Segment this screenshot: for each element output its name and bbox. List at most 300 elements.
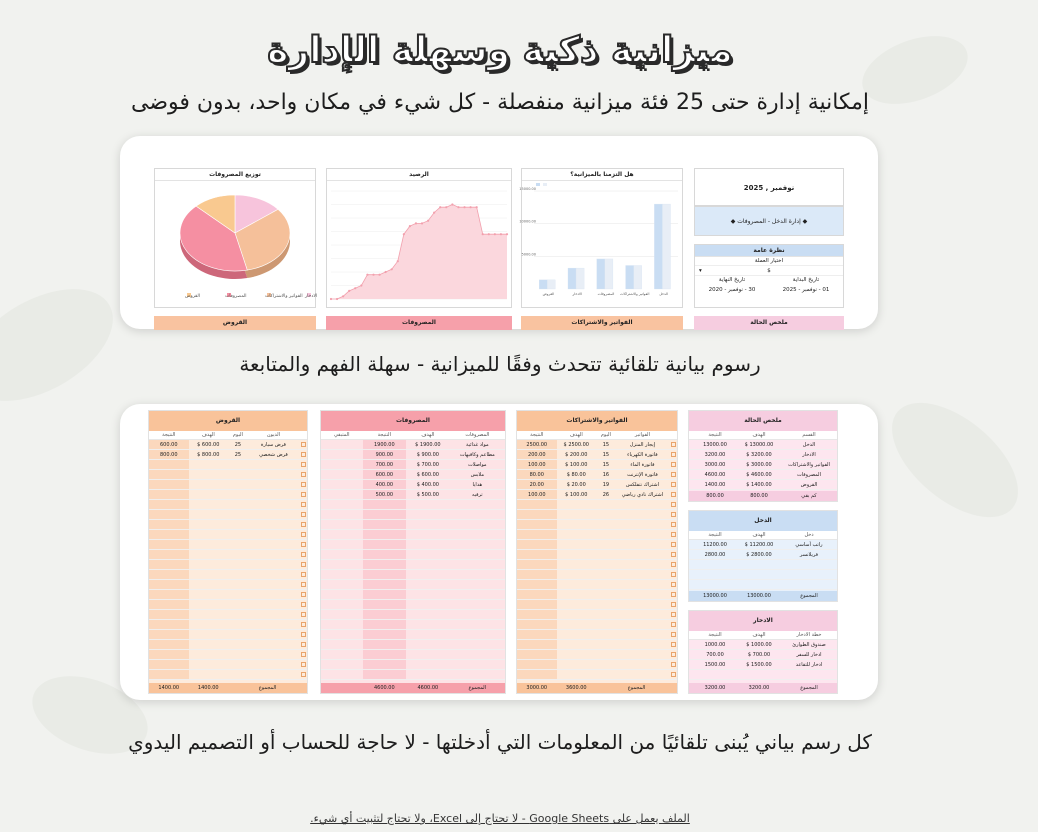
table-row[interactable] bbox=[517, 520, 677, 530]
table-row[interactable] bbox=[321, 540, 505, 550]
page-subtitle: إمكانية إدارة حتى 25 فئة ميزانية منفصلة - كل شيء في مكان واحد، بدون فوضى bbox=[130, 90, 870, 115]
day-cell: 26 bbox=[602, 492, 610, 498]
result-cell bbox=[149, 620, 189, 629]
checkbox[interactable] bbox=[301, 592, 306, 597]
status-header-label: ملخص الحالة bbox=[750, 319, 788, 326]
checkbox-cell bbox=[669, 510, 677, 519]
checkbox[interactable] bbox=[301, 632, 306, 637]
result-cell: 200.00 bbox=[517, 450, 557, 459]
background-leaf bbox=[872, 381, 1038, 539]
debt-name-cell bbox=[248, 490, 299, 499]
bill-name-cell: فاتورة الماء bbox=[630, 462, 655, 468]
checkbox[interactable] bbox=[671, 562, 676, 567]
table-row[interactable] bbox=[689, 440, 837, 450]
checkbox-cell bbox=[299, 610, 307, 619]
checkbox[interactable] bbox=[301, 652, 306, 657]
checkbox[interactable] bbox=[301, 602, 306, 607]
bills-header-strip bbox=[521, 316, 683, 330]
table-row[interactable] bbox=[517, 570, 677, 580]
table-row[interactable] bbox=[149, 500, 307, 510]
table-row[interactable] bbox=[149, 450, 307, 460]
data-point bbox=[360, 284, 362, 286]
start-date-value[interactable]: 01 - نوفمبر - 2025 bbox=[782, 287, 830, 293]
result-cell bbox=[363, 580, 407, 589]
table-row[interactable] bbox=[149, 590, 307, 600]
goal-cell: 1000.00 $ bbox=[746, 642, 772, 648]
table-row[interactable] bbox=[321, 630, 505, 640]
bill-name-cell: اشتراك نادي رياضي bbox=[621, 492, 664, 498]
checkbox-cell bbox=[669, 440, 677, 449]
expenses-total-goal: 4600.00 bbox=[417, 685, 439, 691]
checkbox[interactable] bbox=[301, 472, 306, 477]
checkbox-cell bbox=[299, 640, 307, 649]
bills-total-result: 3000.00 bbox=[526, 685, 548, 691]
checkbox[interactable] bbox=[301, 542, 306, 547]
checkbox[interactable] bbox=[301, 612, 306, 617]
result-cell bbox=[363, 610, 407, 619]
day-cell bbox=[596, 620, 616, 629]
checkbox[interactable] bbox=[671, 502, 676, 507]
bill-name-cell bbox=[616, 500, 669, 509]
bar-chart bbox=[519, 181, 682, 307]
table-row[interactable] bbox=[321, 570, 505, 580]
data-point bbox=[421, 222, 423, 224]
goal-cell bbox=[189, 670, 229, 679]
goal-cell bbox=[557, 610, 597, 619]
table-row[interactable] bbox=[321, 670, 505, 680]
checkbox[interactable] bbox=[671, 482, 676, 487]
table-row[interactable] bbox=[689, 670, 837, 680]
checkbox[interactable] bbox=[671, 592, 676, 597]
budget-commitment-panel bbox=[521, 168, 683, 308]
goal-cell bbox=[189, 620, 229, 629]
checkbox[interactable] bbox=[671, 672, 676, 677]
checkbox-cell bbox=[299, 550, 307, 559]
loans-header-strip bbox=[154, 316, 316, 330]
checkbox-cell bbox=[669, 500, 677, 509]
result-cell bbox=[149, 470, 189, 479]
col-header: الفواتير bbox=[634, 432, 650, 438]
checkbox-cell bbox=[669, 560, 677, 569]
day-cell bbox=[228, 650, 248, 659]
checkbox[interactable] bbox=[671, 492, 676, 497]
result-cell bbox=[517, 630, 557, 639]
checkbox-cell bbox=[669, 540, 677, 549]
x-tick-label: الفواتير والاشتراكات bbox=[620, 292, 650, 296]
checkbox[interactable] bbox=[671, 652, 676, 657]
goal-cell bbox=[406, 610, 450, 619]
goal-cell bbox=[557, 600, 597, 609]
table-row[interactable] bbox=[689, 640, 837, 650]
table-row[interactable] bbox=[321, 550, 505, 560]
table-row[interactable] bbox=[517, 540, 677, 550]
legend-swatch bbox=[543, 183, 547, 186]
goal-cell bbox=[189, 590, 229, 599]
table-row[interactable] bbox=[517, 510, 677, 520]
table-row[interactable] bbox=[321, 660, 505, 670]
checkbox[interactable] bbox=[301, 552, 306, 557]
table-row[interactable] bbox=[517, 660, 677, 670]
table-row[interactable] bbox=[689, 650, 837, 660]
result-cell: 80.00 bbox=[517, 470, 557, 479]
result-cell bbox=[149, 610, 189, 619]
table-row[interactable] bbox=[149, 580, 307, 590]
checkbox-cell bbox=[669, 470, 677, 479]
table-row[interactable] bbox=[689, 470, 837, 480]
day-cell: 25 bbox=[234, 442, 242, 448]
table-row[interactable] bbox=[689, 460, 837, 470]
table-row[interactable] bbox=[149, 650, 307, 660]
table-row[interactable] bbox=[149, 610, 307, 620]
table-row[interactable] bbox=[321, 500, 505, 510]
debt-name-cell bbox=[248, 480, 299, 489]
status-summary-table bbox=[688, 410, 838, 502]
result-cell bbox=[517, 660, 557, 669]
table-row[interactable] bbox=[517, 650, 677, 660]
currency-select[interactable] bbox=[695, 266, 843, 276]
table-row[interactable] bbox=[149, 530, 307, 540]
checkbox[interactable] bbox=[671, 632, 676, 637]
col-header: الهدف bbox=[569, 432, 583, 438]
table-row[interactable] bbox=[517, 550, 677, 560]
remaining-cell bbox=[321, 530, 363, 539]
table-row[interactable] bbox=[149, 620, 307, 630]
checkbox[interactable] bbox=[301, 462, 306, 467]
remaining-cell bbox=[321, 600, 363, 609]
legend-label: الادخار bbox=[305, 294, 318, 299]
end-date-label: تاريخ النهاية bbox=[718, 277, 746, 283]
table-row[interactable] bbox=[517, 470, 677, 480]
debt-name-cell bbox=[248, 460, 299, 469]
goal-cell bbox=[189, 600, 229, 609]
table-row[interactable] bbox=[321, 490, 505, 500]
checkbox[interactable] bbox=[301, 582, 306, 587]
result-cell bbox=[363, 560, 407, 569]
table-row[interactable] bbox=[321, 530, 505, 540]
checkbox[interactable] bbox=[671, 552, 676, 557]
table-row[interactable] bbox=[517, 460, 677, 470]
status-total-result: 800.00 bbox=[706, 493, 724, 499]
goal-cell bbox=[406, 620, 450, 629]
table-row[interactable] bbox=[149, 640, 307, 650]
table-row[interactable] bbox=[321, 600, 505, 610]
goal-cell bbox=[737, 570, 781, 579]
checkbox[interactable] bbox=[671, 602, 676, 607]
table-row[interactable] bbox=[321, 470, 505, 480]
area-chart-title: الرصيد bbox=[327, 169, 511, 181]
table-row[interactable] bbox=[689, 560, 837, 570]
goal-cell bbox=[189, 560, 229, 569]
data-point bbox=[457, 206, 459, 208]
table-row[interactable] bbox=[321, 650, 505, 660]
table-row[interactable] bbox=[149, 670, 307, 680]
goal-cell bbox=[189, 490, 229, 499]
checkbox[interactable] bbox=[671, 662, 676, 667]
goal-cell: 4600.00 $ bbox=[746, 472, 772, 478]
legend-label: المصروفات bbox=[225, 294, 247, 299]
table-row[interactable] bbox=[149, 550, 307, 560]
charts-caption: رسوم بيانية تلقائية تتحدث وفقًا للميزانية - سهلة الفهم والمتابعة bbox=[239, 352, 761, 376]
table-row[interactable] bbox=[689, 540, 837, 550]
table-row[interactable] bbox=[517, 600, 677, 610]
table-row[interactable] bbox=[321, 450, 505, 460]
debt-name-cell: قرض سيارة bbox=[260, 442, 286, 448]
expense-name-cell bbox=[450, 660, 505, 669]
savings-table bbox=[688, 610, 838, 694]
table-row[interactable] bbox=[517, 440, 677, 450]
table-row[interactable] bbox=[689, 450, 837, 460]
table-row[interactable] bbox=[321, 460, 505, 470]
checkbox-cell bbox=[299, 580, 307, 589]
table-row[interactable] bbox=[689, 480, 837, 490]
goal-cell: 80.00 $ bbox=[566, 472, 586, 478]
debt-name-cell bbox=[248, 500, 299, 509]
checkbox[interactable] bbox=[671, 512, 676, 517]
table-row[interactable] bbox=[517, 480, 677, 490]
result-cell: 700.00 bbox=[706, 652, 724, 658]
checkbox[interactable] bbox=[301, 672, 306, 677]
checkbox[interactable] bbox=[671, 532, 676, 537]
checkbox[interactable] bbox=[671, 542, 676, 547]
day-cell bbox=[596, 630, 616, 639]
checkbox[interactable] bbox=[301, 482, 306, 487]
table-row[interactable] bbox=[321, 440, 505, 450]
data-point bbox=[348, 290, 350, 292]
goal-cell bbox=[189, 500, 229, 509]
goal-cell: 3200.00 $ bbox=[746, 452, 772, 458]
table-row[interactable] bbox=[517, 530, 677, 540]
table-row[interactable] bbox=[149, 470, 307, 480]
debt-name-cell bbox=[248, 540, 299, 549]
result-cell bbox=[149, 540, 189, 549]
result-cell bbox=[517, 580, 557, 589]
expense-name-cell bbox=[450, 650, 505, 659]
result-cell: 3200.00 bbox=[704, 452, 726, 458]
bills-table-title: الفواتير والاشتراكات bbox=[517, 411, 677, 431]
table-row[interactable] bbox=[517, 500, 677, 510]
table-row[interactable] bbox=[149, 460, 307, 470]
table-row[interactable] bbox=[321, 620, 505, 630]
bill-name-cell: اشتراك نتفلكس bbox=[625, 482, 660, 488]
savings-total-label: المجموع bbox=[800, 685, 818, 691]
table-row[interactable] bbox=[149, 540, 307, 550]
x-tick-label: الدخل bbox=[659, 292, 668, 296]
data-point bbox=[385, 271, 387, 273]
table-row[interactable] bbox=[321, 610, 505, 620]
checkbox-cell bbox=[299, 530, 307, 539]
table-row[interactable] bbox=[689, 570, 837, 580]
result-cell: 2500.00 bbox=[517, 440, 557, 449]
table-row[interactable] bbox=[149, 660, 307, 670]
day-cell bbox=[596, 590, 616, 599]
remaining-cell bbox=[321, 500, 363, 509]
checkbox-cell bbox=[299, 590, 307, 599]
checkbox-cell bbox=[669, 570, 677, 579]
table-row[interactable] bbox=[149, 480, 307, 490]
checkbox-cell bbox=[299, 510, 307, 519]
result-cell bbox=[517, 610, 557, 619]
checkbox[interactable] bbox=[301, 572, 306, 577]
goal-cell bbox=[189, 650, 229, 659]
checkbox[interactable] bbox=[671, 442, 676, 447]
checkbox[interactable] bbox=[301, 662, 306, 667]
day-cell bbox=[596, 670, 616, 679]
bill-name-cell bbox=[616, 550, 669, 559]
checkbox[interactable] bbox=[671, 472, 676, 477]
table-row[interactable] bbox=[517, 450, 677, 460]
checkbox[interactable] bbox=[301, 642, 306, 647]
checkbox-cell bbox=[299, 670, 307, 679]
table-row[interactable] bbox=[517, 560, 677, 570]
page-title: ميزانية ذكية وسهلة الإدارة bbox=[267, 30, 733, 71]
checkbox[interactable] bbox=[671, 612, 676, 617]
checkbox[interactable] bbox=[671, 622, 676, 627]
bar bbox=[654, 204, 662, 289]
overview-title: نظرة عامة bbox=[695, 245, 843, 257]
table-row[interactable] bbox=[149, 520, 307, 530]
mode-panel[interactable] bbox=[694, 206, 844, 236]
checkbox[interactable] bbox=[301, 502, 306, 507]
checkbox[interactable] bbox=[671, 572, 676, 577]
table-row[interactable] bbox=[321, 560, 505, 570]
table-row[interactable] bbox=[149, 490, 307, 500]
result-cell bbox=[363, 530, 407, 539]
table-row[interactable] bbox=[517, 620, 677, 630]
bill-name-cell: فاتورة الكهرباء bbox=[627, 452, 658, 458]
checkbox[interactable] bbox=[301, 532, 306, 537]
date-label: نوفمبر , 2025 bbox=[743, 184, 795, 192]
table-row[interactable] bbox=[149, 440, 307, 450]
data-point bbox=[391, 268, 393, 270]
table-row[interactable] bbox=[517, 670, 677, 680]
goal-cell: 3000.00 $ bbox=[746, 462, 772, 468]
footer-note[interactable]: الملف يعمل على Google Sheets - لا تحتاج إلى Excel، ولا تحتاج لتثبيت أي شيء. bbox=[310, 812, 690, 825]
expenses-table-title: المصروفات bbox=[321, 411, 505, 431]
data-point bbox=[482, 233, 484, 235]
checkbox[interactable] bbox=[671, 452, 676, 457]
goal-cell: 600.00 $ bbox=[197, 442, 220, 448]
area-chart bbox=[327, 181, 511, 307]
checkbox[interactable] bbox=[301, 442, 306, 447]
goal-cell bbox=[557, 590, 597, 599]
checkbox[interactable] bbox=[301, 492, 306, 497]
checkbox-cell bbox=[669, 530, 677, 539]
data-point bbox=[500, 233, 502, 235]
day-cell: 15 bbox=[602, 442, 610, 448]
goal-cell bbox=[189, 570, 229, 579]
table-row[interactable] bbox=[517, 610, 677, 620]
table-row[interactable] bbox=[149, 510, 307, 520]
table-row[interactable] bbox=[321, 640, 505, 650]
goal-cell bbox=[189, 610, 229, 619]
goal-cell: 2500.00 $ bbox=[563, 442, 589, 448]
table-row[interactable] bbox=[689, 550, 837, 560]
pie-chart-title: توزيع المصروفات bbox=[155, 169, 315, 181]
checkbox-cell bbox=[669, 670, 677, 679]
table-row[interactable] bbox=[321, 580, 505, 590]
table-row[interactable] bbox=[517, 490, 677, 500]
end-date-value[interactable]: 30 - نوفمبر - 2020 bbox=[708, 287, 756, 293]
result-cell: 3000.00 bbox=[704, 462, 726, 468]
table-row[interactable] bbox=[321, 510, 505, 520]
income-total-goal: 13000.00 bbox=[747, 593, 771, 599]
result-cell bbox=[517, 500, 557, 509]
day-cell bbox=[228, 670, 248, 679]
result-cell: 600.00 bbox=[149, 440, 189, 449]
table-row[interactable] bbox=[149, 560, 307, 570]
result-cell bbox=[517, 620, 557, 629]
table-row[interactable] bbox=[517, 630, 677, 640]
result-cell: 600.00 bbox=[363, 470, 407, 479]
table-row[interactable] bbox=[689, 580, 837, 590]
result-cell bbox=[149, 640, 189, 649]
goal-cell bbox=[189, 530, 229, 539]
checkbox-cell bbox=[299, 620, 307, 629]
checkbox[interactable] bbox=[671, 522, 676, 527]
goal-cell bbox=[406, 630, 450, 639]
day-cell bbox=[596, 500, 616, 509]
col-header: الهدف bbox=[201, 432, 215, 438]
checkbox[interactable] bbox=[301, 562, 306, 567]
tables-caption: كل رسم بياني يُبنى تلقائيًا من المعلومات التي أدخلتها - لا حاجة للحساب أو التصميم اليدوي bbox=[128, 730, 872, 754]
checkbox[interactable] bbox=[301, 512, 306, 517]
bill-name-cell bbox=[616, 600, 669, 609]
table-row[interactable] bbox=[321, 590, 505, 600]
table-row[interactable] bbox=[321, 480, 505, 490]
data-point bbox=[336, 298, 338, 300]
table-row[interactable] bbox=[149, 570, 307, 580]
table-row[interactable] bbox=[321, 520, 505, 530]
table-row[interactable] bbox=[517, 640, 677, 650]
result-cell bbox=[149, 520, 189, 529]
expenses-total-label: المجموع bbox=[468, 685, 487, 691]
checkbox-cell bbox=[669, 660, 677, 669]
section-cell: الدخل bbox=[802, 442, 816, 448]
table-row[interactable] bbox=[517, 590, 677, 600]
remaining-cell bbox=[321, 490, 363, 499]
checkbox-cell bbox=[299, 460, 307, 469]
table-row[interactable] bbox=[517, 580, 677, 590]
goal-cell bbox=[406, 520, 450, 529]
bills-total-label: المجموع bbox=[627, 685, 646, 691]
table-row[interactable] bbox=[689, 660, 837, 670]
checkbox-cell bbox=[669, 640, 677, 649]
result-cell bbox=[363, 620, 407, 629]
col-header: دخل bbox=[804, 532, 814, 538]
day-cell bbox=[596, 640, 616, 649]
result-cell bbox=[149, 480, 189, 489]
table-row[interactable] bbox=[149, 600, 307, 610]
checkbox[interactable] bbox=[671, 582, 676, 587]
loans-table bbox=[148, 410, 308, 694]
bills-table bbox=[516, 410, 678, 694]
day-cell bbox=[228, 630, 248, 639]
expense-name-cell: مواد غذائية bbox=[465, 442, 489, 448]
checkbox[interactable] bbox=[301, 522, 306, 527]
loans-total-result: 1400.00 bbox=[158, 685, 180, 691]
checkbox[interactable] bbox=[671, 462, 676, 467]
bill-name-cell bbox=[616, 670, 669, 679]
col-header: النتيجة bbox=[530, 432, 544, 438]
day-cell bbox=[228, 540, 248, 549]
result-cell bbox=[693, 570, 737, 579]
checkbox-cell bbox=[669, 620, 677, 629]
checkbox[interactable] bbox=[301, 452, 306, 457]
checkbox[interactable] bbox=[671, 642, 676, 647]
table-row[interactable] bbox=[149, 630, 307, 640]
col-header: النتيجة bbox=[708, 632, 722, 638]
checkbox[interactable] bbox=[301, 622, 306, 627]
